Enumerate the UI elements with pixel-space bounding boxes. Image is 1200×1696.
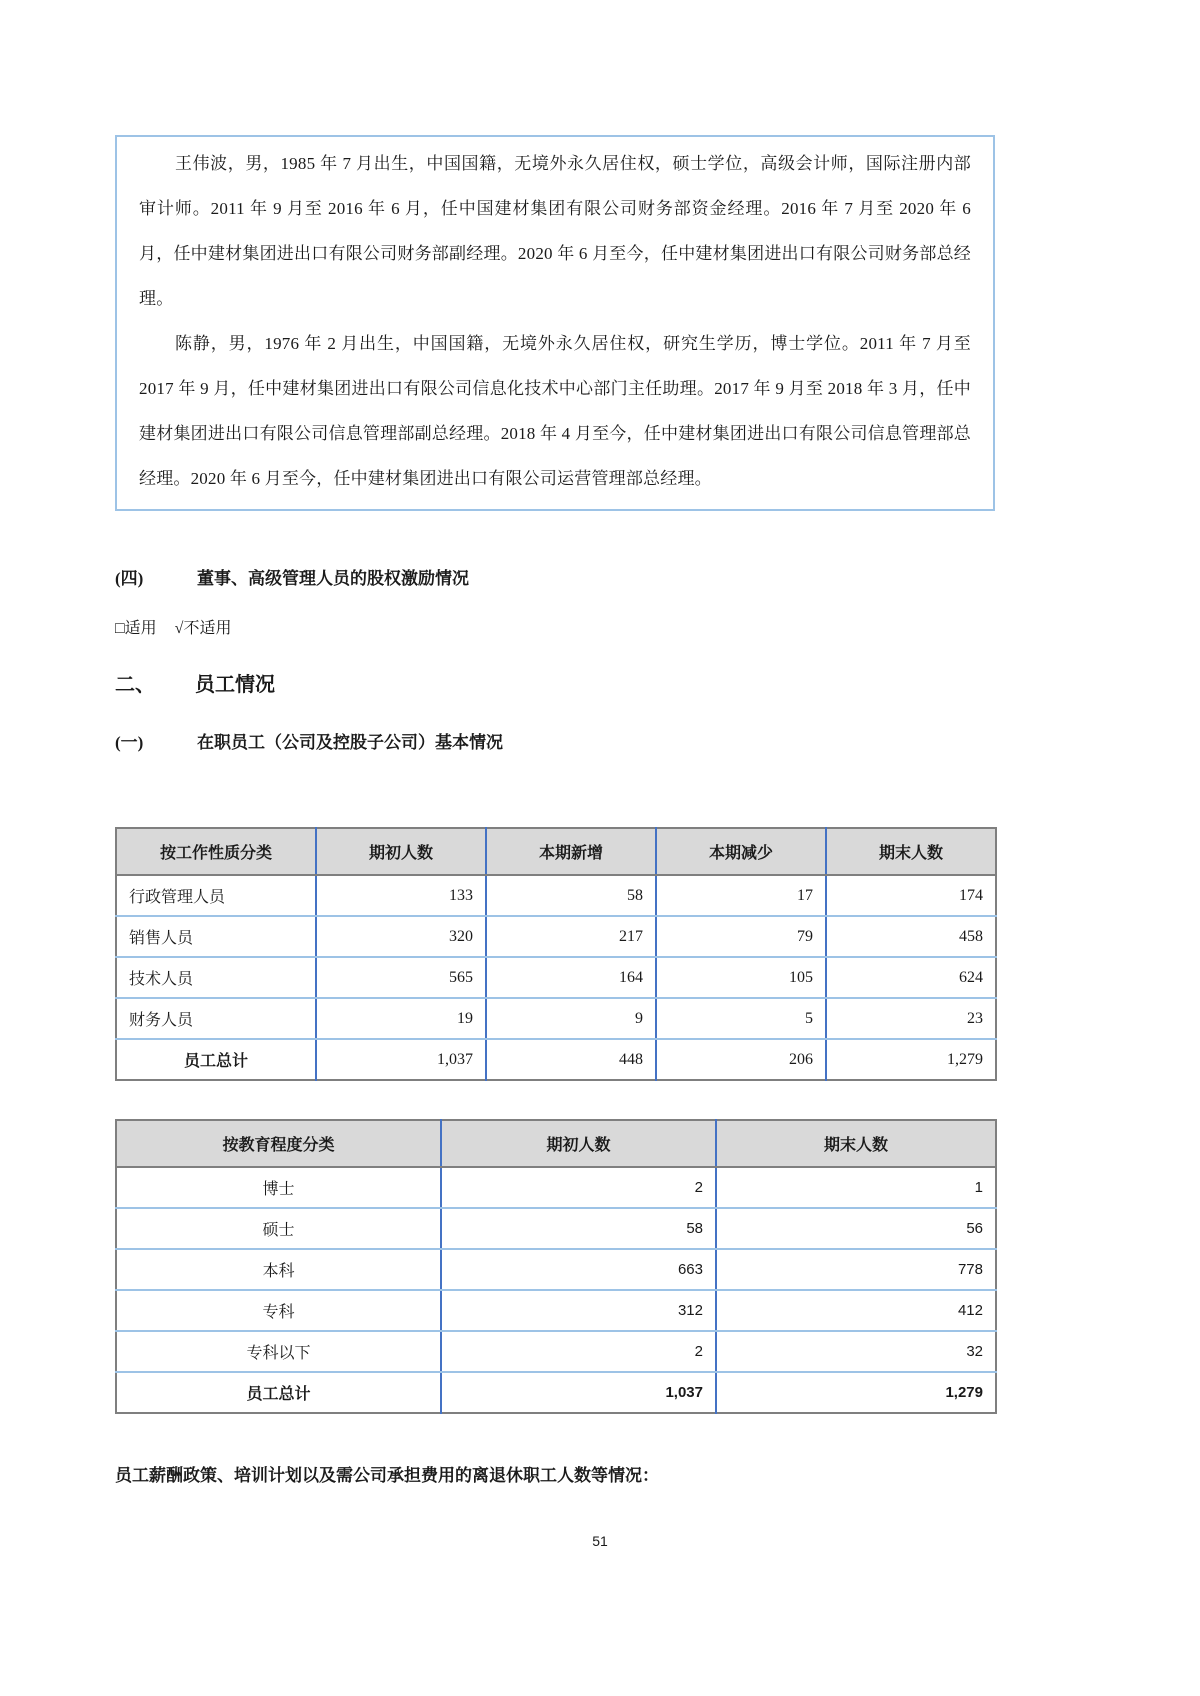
checkbox-not-applicable: √不适用	[174, 620, 232, 637]
column-header: 期初人数	[316, 828, 486, 875]
table-header-row	[116, 828, 996, 875]
table-row	[116, 1290, 996, 1331]
job-category-cell: 行政管理人员	[116, 875, 316, 916]
column-header: 本期减少	[656, 828, 826, 875]
value-cell: 312	[441, 1290, 716, 1331]
value-cell: 448	[486, 1039, 656, 1080]
total-label-cell: 员工总计	[116, 1372, 441, 1413]
value-cell: 565	[316, 957, 486, 998]
table-total-row	[116, 1039, 996, 1080]
table-row	[116, 1331, 996, 1372]
employees-by-education-table	[115, 1119, 997, 1414]
value-cell: 56	[716, 1208, 996, 1249]
table-row	[116, 1208, 996, 1249]
value-cell: 206	[656, 1039, 826, 1080]
value-cell: 1,279	[716, 1372, 996, 1413]
checkbox-applicable: □适用	[115, 620, 157, 637]
column-header: 按工作性质分类	[116, 828, 316, 875]
value-cell: 17	[656, 875, 826, 916]
heading-section-2-title: 员工情况	[195, 674, 275, 696]
value-cell: 174	[826, 875, 996, 916]
heading-section-2-number: 二、	[115, 674, 155, 696]
applicability-line	[115, 617, 995, 641]
table-row	[116, 875, 996, 916]
value-cell: 32	[716, 1331, 996, 1372]
education-category-cell: 博士	[116, 1167, 441, 1208]
heading-subsection-1	[115, 731, 995, 755]
table-total-row	[116, 1372, 996, 1413]
value-cell: 663	[441, 1249, 716, 1290]
education-category-cell: 硕士	[116, 1208, 441, 1249]
page-number: 51	[592, 1533, 608, 1549]
education-category-cell: 本科	[116, 1249, 441, 1290]
bio-paragraph-wang-weibo: 王伟波，男，1985 年 7 月出生，中国国籍，无境外永久居住权，硕士学位，高级会计师，国际注册内部审计师。2011 年 9 月至 2016 年 6 月，任中国建材集团有限公司财务部资金经理。2016 年 7 月至 2020 年 6 月，任中建材集团进出口有限公司财务部副经理。2020 年 6 月至今，任中建材集团进出口有限公司财务部总经理。	[139, 154, 971, 308]
table-header-row	[116, 1120, 996, 1167]
value-cell: 217	[486, 916, 656, 957]
value-cell: 1,037	[316, 1039, 486, 1080]
table-row	[116, 957, 996, 998]
value-cell: 58	[441, 1208, 716, 1249]
value-cell: 133	[316, 875, 486, 916]
column-header: 按教育程度分类	[116, 1120, 441, 1167]
value-cell: 164	[486, 957, 656, 998]
page-content	[115, 135, 995, 1488]
value-cell: 105	[656, 957, 826, 998]
education-category-cell: 专科	[116, 1290, 441, 1331]
job-category-cell: 财务人员	[116, 998, 316, 1039]
column-header: 本期新增	[486, 828, 656, 875]
executive-bio-box	[115, 135, 995, 511]
value-cell: 778	[716, 1249, 996, 1290]
heading-subsection-1-title: 在职员工（公司及控股子公司）基本情况	[197, 733, 503, 752]
heading-section-4-title: 董事、高级管理人员的股权激励情况	[197, 569, 469, 588]
salary-policy-note: 员工薪酬政策、培训计划以及需公司承担费用的离退休职工人数等情况：	[115, 1466, 659, 1485]
value-cell: 2	[441, 1331, 716, 1372]
value-cell: 5	[656, 998, 826, 1039]
education-category-cell: 专科以下	[116, 1331, 441, 1372]
value-cell: 79	[656, 916, 826, 957]
heading-subsection-1-number: (一)	[115, 733, 144, 752]
value-cell: 19	[316, 998, 486, 1039]
heading-section-4	[115, 567, 995, 591]
column-header: 期末人数	[716, 1120, 996, 1167]
value-cell: 1	[716, 1167, 996, 1208]
job-category-cell: 销售人员	[116, 916, 316, 957]
value-cell: 320	[316, 916, 486, 957]
value-cell: 1,037	[441, 1372, 716, 1413]
bio-paragraph-chen-jing: 陈静，男，1976 年 2 月出生，中国国籍，无境外永久居住权，研究生学历，博士学位。2011 年 7 月至 2017 年 9 月，任中建材集团进出口有限公司信息化技术中心部门主任助理。2017 年 9 月至 2018 年 3 月，任中建材集团进出口有限公司信息管理部副总经理。2018 年 4 月至今，任中建材集团进出口有限公司信息管理部总经理。2020 年 6 月至今，任中建材集团进出口有限公司运营管理部总经理。	[139, 334, 971, 488]
value-cell: 23	[826, 998, 996, 1039]
table-row	[116, 1249, 996, 1290]
value-cell: 458	[826, 916, 996, 957]
table-row	[116, 1167, 996, 1208]
employees-by-job-table	[115, 827, 997, 1081]
table-row	[116, 916, 996, 957]
heading-section-2	[115, 671, 995, 699]
job-category-cell: 技术人员	[116, 957, 316, 998]
total-label-cell: 员工总计	[116, 1039, 316, 1080]
value-cell: 1,279	[826, 1039, 996, 1080]
value-cell: 2	[441, 1167, 716, 1208]
value-cell: 412	[716, 1290, 996, 1331]
value-cell: 624	[826, 957, 996, 998]
value-cell: 58	[486, 875, 656, 916]
column-header: 期末人数	[826, 828, 996, 875]
table-row	[116, 998, 996, 1039]
column-header: 期初人数	[441, 1120, 716, 1167]
heading-section-4-number: (四)	[115, 569, 144, 588]
value-cell: 9	[486, 998, 656, 1039]
